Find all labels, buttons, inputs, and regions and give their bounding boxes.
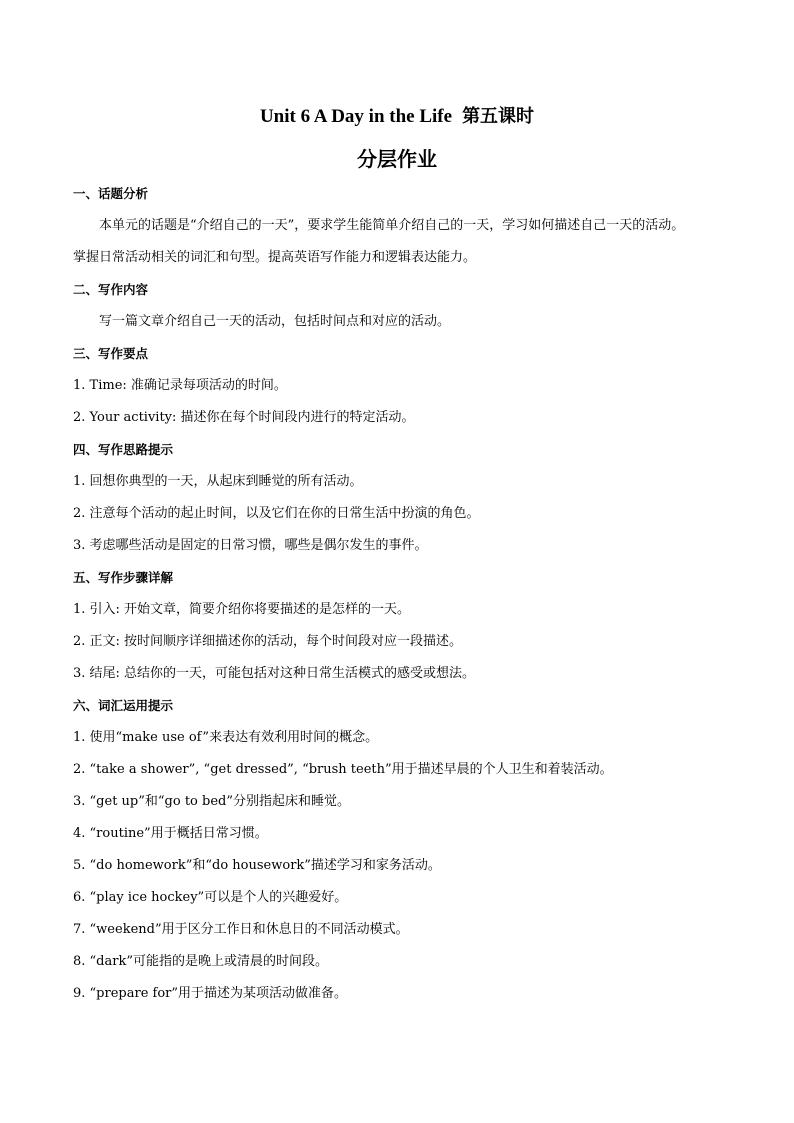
page-subtitle: 分层作业: [357, 147, 437, 171]
list-item: 7. “weekend”用于区分工作日和休息日的不同活动模式。: [73, 922, 409, 937]
list-item: 2. 注意每个活动的起止时间，以及它们在你的日常生活中扮演的角色。: [73, 506, 480, 521]
list-item: 3. “get up”和“go to bed”分别指起床和睡觉。: [73, 794, 350, 809]
page-title: [0, 103, 794, 131]
list-item: 4. “routine”用于概括日常习惯。: [73, 826, 268, 841]
list-item: 3. 考虑哪些活动是固定的日常习惯，哪些是偶尔发生的事件。: [73, 538, 428, 553]
list-item: 1. Time: 准确记录每项活动的时间。: [73, 378, 287, 393]
list-item: 8. “dark”可能指的是晚上或清晨的时间段。: [73, 954, 328, 969]
section-heading-topic: 一、话题分析: [73, 186, 149, 201]
list-item: 2. Your activity: 描述你在每个时间段内进行的特定活动。: [73, 410, 415, 425]
section-heading-vocabulary: 六、词汇运用提示: [73, 698, 174, 713]
section-heading-steps: 五、写作步骤详解: [73, 570, 174, 585]
list-item: 2. “take a shower”, “get dressed”, “brush teeth”用于描述早晨的个人卫生和着装活动。: [73, 762, 613, 777]
section-heading-content: 二、写作内容: [73, 282, 149, 297]
list-item: 9. “prepare for”用于描述为某项活动做准备。: [73, 986, 348, 1001]
content-paragraph: 写一篇文章介绍自己一天的活动，包括时间点和对应的活动。: [99, 314, 451, 329]
list-item: 1. 使用“make use of”来表达有效利用时间的概念。: [73, 730, 379, 745]
section-heading-ideas: 四、写作思路提示: [73, 442, 174, 457]
list-item: 1. 回想你典型的一天，从起床到睡觉的所有活动。: [73, 474, 363, 489]
list-item: 5. “do homework”和“do housework”描述学习和家务活动。: [73, 858, 441, 873]
document-body: [73, 184, 733, 1016]
list-item: 1. 引入: 开始文章，简要介绍你将要描述的是怎样的一天。: [73, 602, 411, 617]
section-heading-key-points: 三、写作要点: [73, 346, 149, 361]
title-english: Unit 6 A Day in the Life: [259, 106, 453, 127]
topic-paragraph-line1: 本单元的话题是“介绍自己的一天”，要求学生能简单介绍自己的一天，学习如何描述自己一天的活动。: [99, 218, 685, 233]
list-item: 2. 正文: 按时间顺序详细描述你的活动，每个时间段对应一段描述。: [73, 634, 463, 649]
list-item: 6. “play ice hockey”可以是个人的兴趣爱好。: [73, 890, 348, 905]
title-chinese: 第五课时: [462, 106, 535, 127]
topic-paragraph-line2: 掌握日常活动相关的词汇和句型。提高英语写作能力和逻辑表达能力。: [73, 250, 477, 265]
list-item: 3. 结尾: 总结你的一天，可能包括对这种日常生活模式的感受或想法。: [73, 666, 476, 681]
